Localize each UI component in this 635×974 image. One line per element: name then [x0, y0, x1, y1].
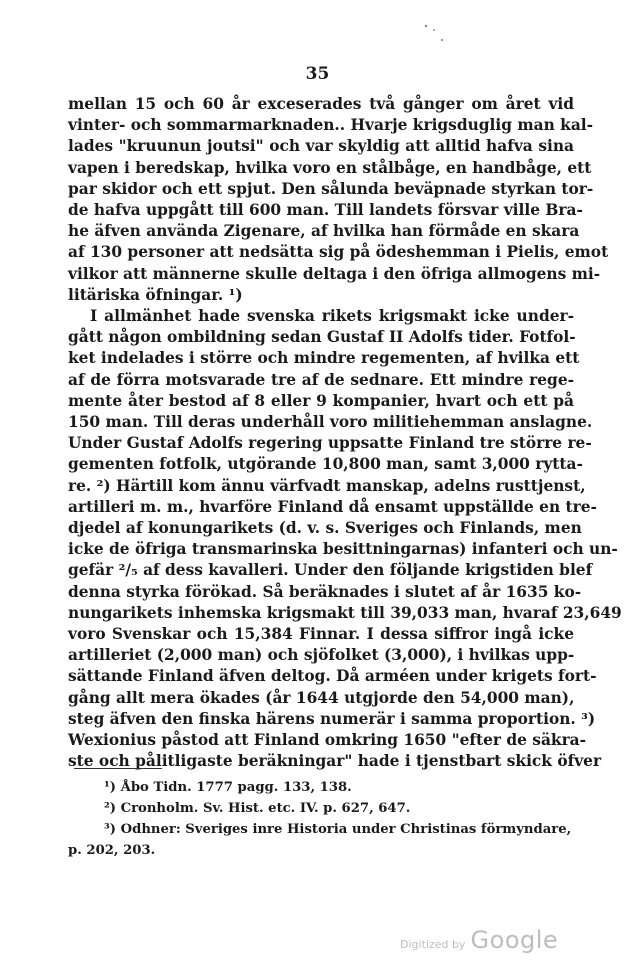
text-line: Under Gustaf Adolfs regering uppsatte Finland tre större re-: [68, 434, 592, 453]
text-line: vilkor att männerne skulle deltaga i den öfriga allmogens mi-: [68, 264, 601, 283]
text-line: litäriska öfningar. ¹): [68, 285, 243, 304]
text-line: nungarikets inhemska krigsmakt till 39,033 man, hvaraf 23,649: [68, 603, 622, 622]
text-line: ket indelades i större och mindre regementen, af hvilka ett: [68, 349, 580, 368]
text-line: mente åter bestod af 8 eller 9 kompanier, hvart och ett på: [68, 391, 574, 410]
text-line: sättande Finland äfven deltog. Då arméen under krigets fort-: [68, 667, 597, 686]
footnotes: [68, 777, 574, 861]
paper-specks: [420, 18, 460, 48]
text-line: ste och pålitligaste beräkningar" hade i tjenstbart skick öfver: [68, 752, 602, 771]
text-line: mellan 15 och 60 år exceserades två gånger om året vid: [68, 95, 574, 113]
footnote: ³) Odhner: Sveriges inre Historia under Christinas förmyndare,: [104, 822, 572, 837]
text-line: denna styrka förökad. Så beräknades i slutet af år 1635 ko-: [68, 582, 582, 601]
text-line: gementen fotfolk, utgörande 10,800 man, samt 3,000 rytta-: [68, 455, 583, 474]
text-line: gefär ²/₅ af dess kavalleri. Under den följande krigstiden blef: [68, 561, 593, 580]
text-line: par skidor och ett spjut. Den sålunda beväpnade styrkan tor-: [68, 179, 594, 198]
footnote-continuation: p. 202, 203.: [68, 843, 156, 858]
footnote-divider: [74, 768, 162, 769]
text-line: steg äfven den finska härens numerär i samma proportion. ³): [68, 709, 596, 728]
text-line: djedel af konungarikets (d. v. s. Sveriges och Finlands, men: [68, 519, 582, 538]
body-text: [68, 94, 622, 773]
text-line: artilleriet (2,000 man) och sjöfolket (3,000), i hvilkas upp-: [68, 646, 575, 665]
text-line: 150 man. Till deras underhåll voro militiehemman anslagne.: [68, 413, 593, 432]
text-line: af de förra motsvarade tre af de sednare. Ett mindre rege-: [68, 370, 574, 389]
text-line: vapen i beredskap, hvilka voro en stålbåge, en handbåge, ett: [68, 158, 592, 177]
page-number: 35: [305, 64, 330, 84]
text-line: I allmänhet hade svenska rikets krigsmakt icke under-: [90, 307, 574, 326]
footnote: ²) Cronholm. Sv. Hist. etc. IV. p. 627, 647.: [104, 801, 411, 816]
text-line: voro Svenskar och 15,384 Finnar. I dessa siffror ingå icke: [68, 625, 574, 644]
google-logo: Google: [470, 926, 559, 954]
text-line: re. ²) Härtill kom ännu värfvadt manskap, adelns rusttjenst,: [68, 476, 586, 495]
text-line: de hafva uppgått till 600 man. Till landets försvar ville Bra-: [68, 201, 583, 220]
text-line: he äfven använda Zigenare, af hvilka han förmåde en skara: [68, 222, 580, 241]
text-line: af 130 personer att nedsätta sig på ödeshemman i Pielis, emot: [68, 243, 609, 262]
text-line: lades "kruunun joutsi" och var skyldig att alltid hafva sina: [68, 137, 574, 156]
text-line: vinter- och sommarmarknaden.. Hvarje krigsduglig man kal-: [68, 116, 594, 135]
text-line: artilleri m. m., hvarföre Finland då ensamt uppställde en tre-: [68, 497, 597, 516]
text-line: Wexionius påstod att Finland omkring 1650 "efter de säkra-: [68, 731, 587, 750]
watermark-prefix: Digitized by: [400, 938, 466, 951]
text-line: gått någon ombildning sedan Gustaf II Adolfs tider. Fotfol-: [68, 328, 576, 347]
footnote: ¹) Åbo Tidn. 1777 pagg. 133, 138.: [104, 780, 352, 795]
text-line: icke de öfriga transmarinska besittningarnas) infanteri och un-: [68, 540, 618, 559]
text-line: gång allt mera ökades (år 1644 utgjorde den 54,000 man),: [68, 688, 575, 707]
google-watermark: [400, 926, 558, 954]
